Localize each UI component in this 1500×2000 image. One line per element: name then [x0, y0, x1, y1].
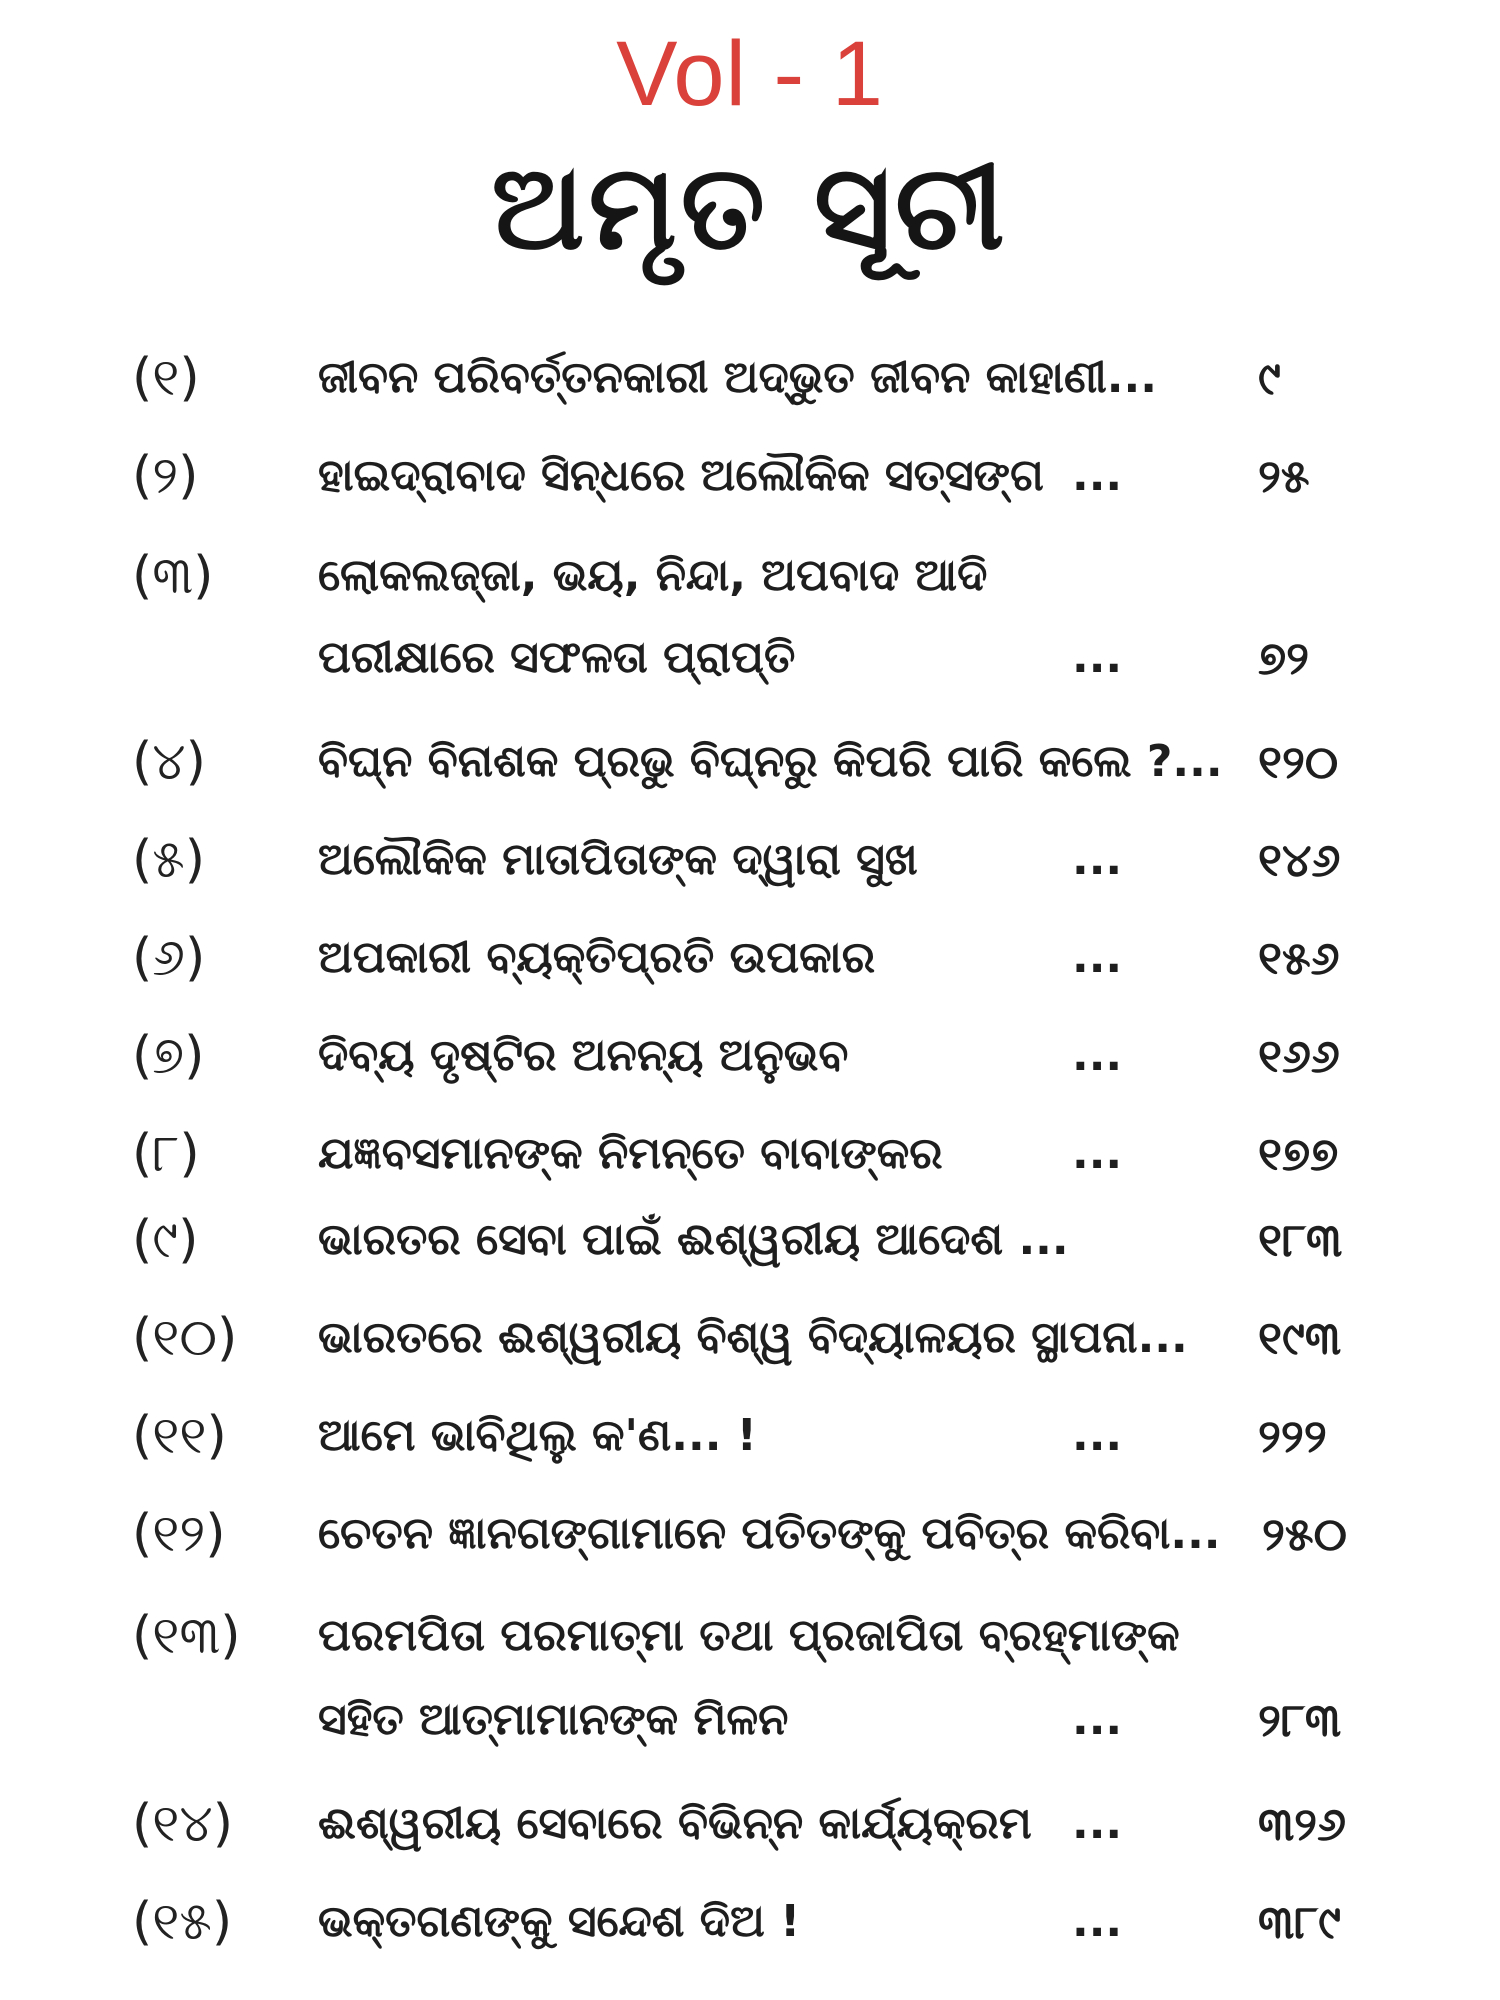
entry-title: ଭାରତରେ ଈଶ୍ୱରୀୟ ବିଶ୍ୱ ବିଦ୍ୟାଳୟର ସ୍ଥାପନା...: [318, 1312, 1188, 1363]
volume-label: Vol - 1: [616, 23, 884, 125]
entry-title: ଈଶ୍ୱରୀୟ ସେବାରେ ବିଭିନ୍ନ କାର୍ଯ୍ୟକ୍ରମ: [318, 1798, 1032, 1849]
entry-page: ୯: [1258, 351, 1281, 405]
entry-number: (୬): [132, 928, 206, 988]
entry-title-continued: ପରୀକ୍ଷାରେ ସଫଳତା ପ୍ରାପ୍ତି: [318, 632, 796, 683]
entry-number: (୯): [132, 1210, 199, 1270]
entry-number: (୧୩): [132, 1606, 241, 1666]
entry-title: ଅପକାରୀ ବ୍ୟକ୍ତିପ୍ରତି ଉପକାର: [318, 932, 876, 983]
entry-title: ଅଲୌକିକ ମାତାପିତାଙ୍କ ଦ୍ୱାରା ସୁଖ: [318, 834, 918, 885]
entry-title: ବିଘ୍ନ ବିନାଶକ ପ୍ରଭୁ ବିଘ୍ନରୁ କିପରି ପାରି କଲେ ?...: [318, 736, 1223, 787]
entry-number: (୧୨): [132, 1504, 226, 1564]
entry-title: ଭାରତର ସେବା ପାଇଁ ଈଶ୍ୱରୀୟ ଆଦେଶ ...: [318, 1214, 1069, 1265]
entry-leader: ...: [1072, 932, 1123, 983]
entry-number: (୧୫): [132, 1892, 233, 1952]
entry-number: (୧୧): [132, 1406, 227, 1466]
entry-leader: ...: [1072, 1798, 1123, 1849]
entry-leader: ...: [1072, 1410, 1123, 1461]
entry-number: (୧): [132, 348, 200, 408]
entry-number: (୨): [132, 446, 199, 506]
entry-title: ଦିବ୍ୟ ଦୃଷ୍ଟିର ଅନନ୍ୟ ଅନୁଭବ: [318, 1030, 849, 1081]
entry-page: ୨୫: [1258, 449, 1310, 503]
entry-leader: ...: [1072, 450, 1123, 501]
entry-number: (୩): [132, 546, 214, 606]
entry-leader: ...: [1072, 1128, 1123, 1179]
entry-number: (୪): [132, 732, 206, 792]
entry-title: ପରମପିତା ପରମାତ୍ମା ତଥା ପ୍ରଜାପିତା ବ୍ରହ୍ମାଙ୍କ: [318, 1610, 1180, 1661]
entry-number: (୮): [132, 1124, 200, 1184]
entry-leader: ...: [1072, 632, 1123, 683]
entry-page: ୧୭୭: [1258, 1127, 1339, 1181]
entry-page: ୨୫୦: [1262, 1507, 1347, 1561]
entry-page: ୨୮୩: [1258, 1693, 1342, 1747]
entry-title: ଜୀବନ ପରିବର୍ତ୍ତନକାରୀ ଅଦ୍ଭୁତ ଜୀବନ କାହାଣୀ...: [318, 352, 1157, 403]
entry-page: ୧୫୬: [1258, 931, 1340, 985]
entry-title-continued: ସହିତ ଆତ୍ମାମାନଙ୍କ ମିଳନ: [318, 1694, 789, 1745]
entry-title: ଲୋକଲଜ୍ଜା, ଭୟ, ନିନ୍ଦା, ଅପବାଦ ଆଦି: [318, 550, 988, 601]
entry-title: ଯଜ୍ଞବସମାନଙ୍କ ନିମନ୍ତେ ବାବାଙ୍କର: [318, 1128, 943, 1179]
entry-page: ୨୨୨: [1258, 1409, 1327, 1463]
entry-number: (୫): [132, 830, 206, 890]
entry-page: ୩୨୬: [1258, 1797, 1346, 1851]
entry-page: ୧୮୩: [1258, 1213, 1343, 1267]
entry-page: ୭୨: [1258, 631, 1310, 685]
entry-number: (୭): [132, 1026, 205, 1086]
entry-page: ୧୯୩: [1258, 1311, 1341, 1365]
entry-page: ୧୬୬: [1258, 1029, 1340, 1083]
entry-leader: ...: [1072, 1030, 1123, 1081]
entry-page: ୩୮୯: [1258, 1895, 1342, 1949]
entry-title: ଆମେ ଭାବିଥିଲୁ କ'ଣ... !: [318, 1410, 757, 1461]
entry-page: ୧୨୦: [1258, 735, 1339, 789]
entry-leader: ...: [1072, 1896, 1123, 1947]
entry-number: (୧୪): [132, 1794, 233, 1854]
entry-title: ଚେତନ ଜ୍ଞାନଗଙ୍ଗାମାନେ ପତିତଙ୍କୁ ପବିତ୍ର କରିବା...: [318, 1508, 1221, 1559]
entry-page: ୧୪୬: [1258, 833, 1341, 887]
entry-leader: ...: [1072, 1694, 1123, 1745]
entry-title: ଭକ୍ତଗଣଙ୍କୁ ସନ୍ଦେଶ ଦିଅ !: [318, 1896, 801, 1947]
entry-leader: ...: [1072, 834, 1123, 885]
entry-title: ହାଇଦ୍ରାବାଦ ସିନ୍ଧରେ ଅଲୌକିକ ସତ୍‌ସଙ୍ଗ: [318, 450, 1044, 501]
entry-number: (୧୦): [132, 1308, 238, 1368]
page-title: ଅମୃତ ସୂଚୀ: [491, 138, 1009, 276]
